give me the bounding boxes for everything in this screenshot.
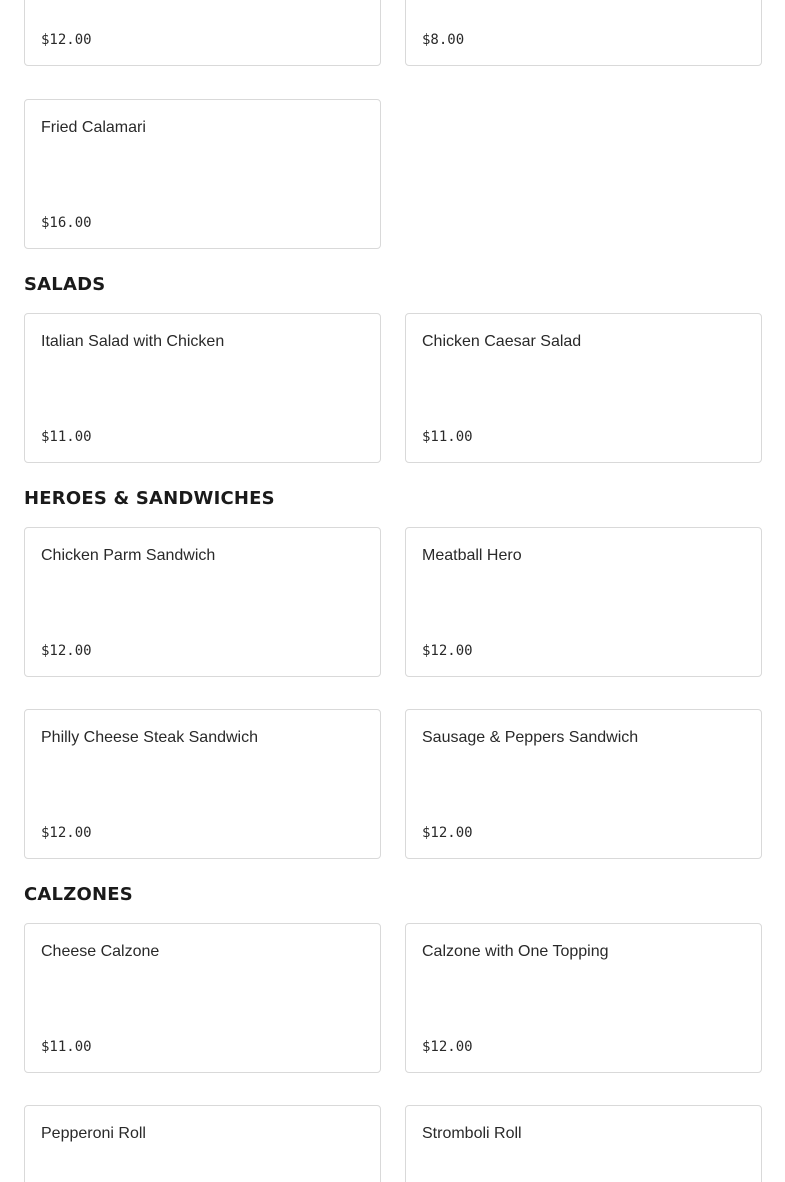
item-price: $16.00 xyxy=(41,215,92,231)
menu-item-card[interactable] xyxy=(24,0,381,66)
item-name: Stromboli Roll xyxy=(422,1125,522,1142)
item-name: Pepperoni Roll xyxy=(41,1125,146,1142)
item-name: Cheese Calzone xyxy=(41,943,160,960)
item-price: $12.00 xyxy=(422,825,473,841)
item-name: Sausage & Peppers Sandwich xyxy=(422,729,639,746)
menu-item-card[interactable] xyxy=(405,0,762,66)
menu-item-card[interactable] xyxy=(405,709,762,859)
item-price: $12.00 xyxy=(41,32,92,48)
item-name: Philly Cheese Steak Sandwich xyxy=(41,729,259,746)
item-name: Chicken Caesar Salad xyxy=(422,333,582,350)
item-price: $11.00 xyxy=(41,429,92,445)
section-title-salads: SALADS xyxy=(24,274,106,295)
item-price: $11.00 xyxy=(41,1039,92,1055)
menu-item-card[interactable] xyxy=(24,313,381,463)
section-title-calzones: CALZONES xyxy=(24,884,133,905)
item-name: Italian Salad with Chicken xyxy=(41,333,225,350)
menu-item-card[interactable] xyxy=(405,923,762,1073)
item-name: Calzone with One Topping xyxy=(422,943,609,960)
item-price: $12.00 xyxy=(41,643,92,659)
menu-item-card[interactable] xyxy=(24,1105,381,1182)
menu-item-card[interactable] xyxy=(405,527,762,677)
menu-item-card[interactable] xyxy=(405,313,762,463)
item-name: Meatball Hero xyxy=(422,547,522,564)
menu-item-card[interactable] xyxy=(24,527,381,677)
item-price: $12.00 xyxy=(422,1039,473,1055)
menu-item-card[interactable] xyxy=(24,923,381,1073)
item-name: Chicken Parm Sandwich xyxy=(41,547,216,564)
item-price: $12.00 xyxy=(41,825,92,841)
item-price: $12.00 xyxy=(422,643,473,659)
menu-item-card[interactable] xyxy=(24,99,381,249)
section-title-heroes-sandwiches: HEROES & SANDWICHES xyxy=(24,488,275,509)
menu-item-card[interactable] xyxy=(405,1105,762,1182)
item-price: $11.00 xyxy=(422,429,473,445)
item-name: Fried Calamari xyxy=(41,119,146,136)
item-price: $8.00 xyxy=(422,32,465,48)
menu-item-card[interactable] xyxy=(24,709,381,859)
